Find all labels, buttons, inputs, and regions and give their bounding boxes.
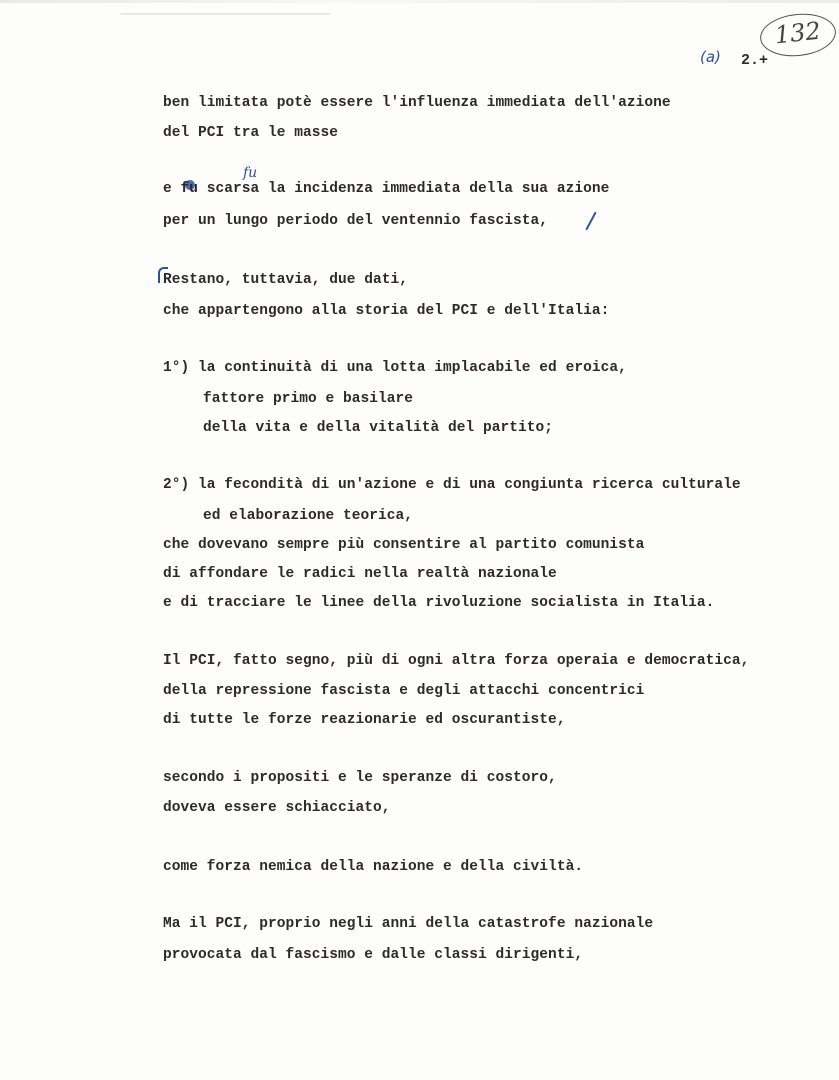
- text-line: di affondare le radici nella realtà nazionale: [163, 566, 557, 582]
- text-line: della repressione fascista e degli attacchi concentrici: [163, 683, 645, 699]
- text-line: Il PCI, fatto segno, più di ogni altra forza operaia e democratica,: [163, 653, 750, 669]
- text-line: che appartengono alla storia del PCI e dell'Italia:: [163, 303, 610, 319]
- page-ref-handwritten: (a): [700, 48, 721, 66]
- text-line: del PCI tra le masse: [163, 125, 339, 141]
- page-top-edge: [0, 0, 839, 3]
- text-line: di tutte le forze reazionarie ed oscurantiste,: [163, 712, 566, 728]
- text-line: Ma il PCI, proprio negli anni della catastrofe nazionale: [163, 916, 654, 932]
- text-line: della vita e della vitalità del partito;: [203, 420, 554, 436]
- text-line: ed elaborazione teorica,: [203, 508, 414, 524]
- archive-number-circle: [758, 10, 838, 60]
- text-line: Restano, tuttavia, due dati,: [163, 272, 409, 288]
- paper-scuff: [120, 13, 330, 15]
- text-line: che dovevano sempre più consentire al partito comunista: [163, 537, 645, 553]
- text-line: fattore primo e basilare: [203, 391, 414, 407]
- page-number: 2.+: [741, 52, 769, 69]
- ink-slash-mark: [585, 212, 596, 231]
- text-line: come forza nemica della nazione e della civiltà.: [163, 859, 584, 875]
- text-line: ben limitata potè essere l'influenza immediata dell'azione: [163, 95, 671, 111]
- text-line: e fu scarsa la incidenza immediata della sua azione: [163, 181, 610, 197]
- text-line: doveva essere schiacciato,: [163, 800, 391, 816]
- text-line: secondo i propositi e le speranze di costoro,: [163, 770, 557, 786]
- text-line: provocata dal fascismo e dalle classi dirigenti,: [163, 947, 584, 963]
- text-line: e di tracciare le linee della rivoluzione socialista in Italia.: [163, 595, 715, 611]
- text-line: per un lungo periodo del ventennio fascista,: [163, 213, 549, 229]
- archive-number: 132: [773, 16, 822, 50]
- list-item-1: 1°) la continuità di una lotta implacabile ed eroica,: [163, 360, 627, 376]
- handwritten-insertion: fu: [243, 165, 258, 181]
- list-item-2: 2°) la fecondità di un'azione e di una congiunta ricerca culturale: [163, 477, 741, 493]
